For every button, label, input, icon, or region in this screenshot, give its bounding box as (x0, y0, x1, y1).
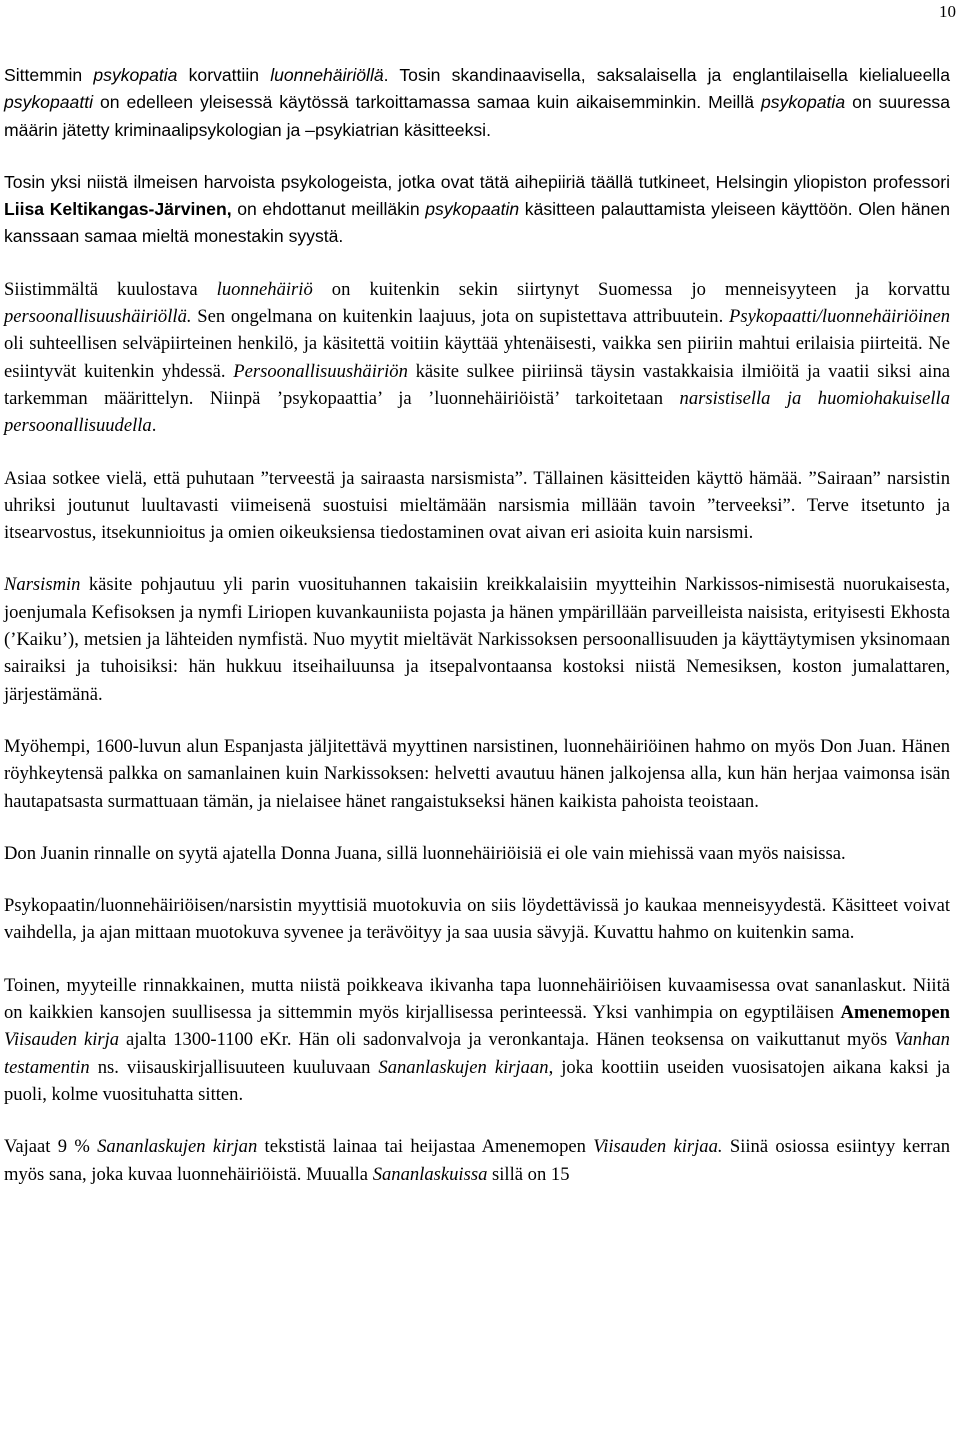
paragraph (4, 840, 950, 867)
text-segment: on edelleen yleisessä käytössä tarkoittamassa samaa kuin aikaisemminkin. Meillä (93, 92, 761, 113)
text-segment: korvattiin (177, 65, 271, 85)
text-segment: käsite pohjautuu yli parin vuosituhannen takaisiin kreikkalaisiin myytteihin Narkissos-nimisestä nuorukaisesta, joenjumala Kefisoksen ja nymfi Liriopen kuvankauniista pojasta ja hänen ympärillään parveilleista naisista, erityisesti Ekhosta (’Kaiku’), metsien ja lähteiden nymfistä. Nuo myytit mieltävät Narkissoksen persoonallisuuden ja käyttäytymisen yksinomaan sairaiksi ja tuhoisiksi: hän hukkuu itseihailuunsa ja itsepalvontaansa kostoksi niistä Nemesiksen, koston jumalattaren, järjestämänä. (4, 574, 950, 705)
italic-text: Sananlaskuissa (372, 1163, 488, 1185)
document-body (4, 62, 950, 1213)
italic-text: Sananlaskujen kirjan (97, 1136, 258, 1158)
text-segment: ajalta 1300-1100 eKr. Hän oli sadonvalvoja ja veronkantaja. Hänen teoksensa on vaikuttanut myös (119, 1029, 895, 1051)
italic-text: Sananlaskujen kirjaan (378, 1056, 549, 1078)
text-segment: Sittemmin (4, 65, 94, 85)
text-segment: on ehdottanut meilläkin (231, 199, 426, 220)
text-segment: tekstistä lainaa tai heijastaa Amenemopen (257, 1136, 594, 1158)
italic-text: Narsismin (4, 574, 81, 596)
text-segment: Siistimmältä kuulostava (4, 278, 217, 300)
text-segment: . (151, 415, 157, 437)
text-segment: oli suhteellisen selväpiirteinen henkilö, ja käsitettä voitiin käyttää yhtenäisesti, vaikka sen piiriin mahtui erilaisia piirteitä. Ne esiintyvät kuitenkin yhdessä. (4, 333, 950, 382)
text-segment: ns. viisauskirjallisuuteen kuuluvaan (89, 1056, 379, 1078)
italic-text: Vanhan testamentin (4, 1029, 950, 1078)
text-segment: Asiaa sotkee vielä, että puhutaan ”terveestä ja sairaasta narsismista”. Tällainen käsitteiden käyttö hämää. ”Sairaan” narsistin uhriksi joutunut luultavasti viimeisenä suostuisi mieltämään narsismia millään tavoin ”terveeksi”. Terve itsetunto ja itsearvostus, itsekunnioitus ja omien oikeuksiensa tiedostaminen ovat aivan eri asioita kuin narsismi. (4, 467, 950, 544)
italic-text: luonnehäiriö (216, 278, 313, 300)
text-segment: Myöhempi, 1600-luvun alun Espanjasta jäljitettävä myyttinen narsistinen, luonnehäiriöinen hahmo on myös Don Juan. Hänen röyhkeytensä palkka on samanlainen kuin Narkissoksen: helvetti avautuu hänen jalkojensa alla, kun hän herjaa vaimonsa isän hautapatsasta surmattuaan tämän, ja nielaisee hänet rangaistukseksi hänen kaikista pahoista teoistaan. (4, 735, 950, 812)
text-segment: . Tosin skandinaavisella, saksalaisella ja englantilaisella kielialueella (383, 65, 950, 85)
text-segment: Tosin yksi niistä ilmeisen harvoista psykologeista, jotka ovat tätä aihepiiriä täällä tutkineet, Helsingin yliopiston professori (4, 171, 950, 192)
text-segment: on suuressa määrin jätetty kriminaalipsykologian ja –psykiatrian käsitteeksi. (4, 92, 950, 140)
italic-text: psykopatia (93, 65, 178, 85)
paragraph (4, 62, 950, 144)
italic-text: Viisauden kirja (4, 1029, 120, 1051)
text-segment: käsitteen palauttamista yleiseen käyttöön. Olen hänen kanssaan samaa mieltä monestakin syystä. (4, 199, 950, 247)
text-segment: Toinen, myyteille rinnakkainen, mutta niistä poikkeava ikivanha tapa luonnehäiriöisen kuvaamisessa ovat sananlaskut. Niitä on kaikkien kansojen suullisessa ja sittemmin myös kirjallisessa perinteessä. Yksi vanhimpia on egyptiläisen (4, 974, 950, 1024)
bold-text: Amenemopen (840, 1002, 950, 1024)
italic-text: narsistisella ja huomiohakuisella persoonallisuudella (4, 387, 950, 437)
paragraph (4, 972, 950, 1108)
italic-text: Psykopaatti/luonnehäiriöinen (728, 306, 950, 328)
italic-text: Persoonallisuushäiriön (233, 360, 408, 382)
text-segment: käsite sulkee piiriinsä täysin vastakkaisia ilmiöitä ja vaatii siksi aina tarkemman määrittelyn. Niinpä ’psykopaattia’ ja ’luonnehäiriöistä’ tarkoitetaan (4, 360, 950, 409)
paragraph (4, 1133, 950, 1188)
text-segment: Vajaat 9 % (4, 1136, 98, 1158)
page-number: 10 (939, 2, 956, 21)
paragraph (4, 169, 950, 251)
text-segment: , joka koottiin useiden vuosisatojen aikana kaksi ja puoli, kolme vuosituhatta sitten. (4, 1056, 951, 1105)
bold-text: Liisa Keltikangas-Järvinen, (4, 199, 232, 220)
italic-text: psykopatia (761, 92, 846, 113)
paragraph (4, 892, 950, 947)
italic-text: psykopaatti (4, 92, 93, 113)
italic-text: luonnehäiriöllä (270, 65, 384, 85)
text-segment: Sen ongelmana on kuitenkin laajuus, jota on supistettava attribuutein. (191, 306, 729, 328)
paragraph (4, 571, 950, 707)
italic-text: Viisauden kirjaa. (593, 1136, 723, 1158)
paragraph (4, 733, 950, 815)
text-segment: Psykopaatin/luonnehäiriöisen/narsistin myyttisiä muotokuvia on siis löydettävissä jo kaukaa menneisyydestä. Käsitteet voivat vaihdella, ja ajan mittaan muotokuva syvenee ja terävöityy ja saa uusia sävyjä. Kuvattu hahmo on kuitenkin sama. (4, 895, 950, 944)
italic-text: psykopaatin (425, 199, 520, 220)
text-segment: Siinä osiossa esiintyy kerran myös sana, joka kuvaa luonnehäiriöistä. Muualla (4, 1136, 951, 1185)
text-segment: on kuitenkin sekin siirtynyt Suomessa jo menneisyyteen ja korvattu (312, 278, 950, 300)
italic-text: persoonallisuushäiriöllä. (4, 306, 192, 328)
paragraph (4, 276, 950, 440)
paragraph (4, 465, 950, 547)
text-segment: Don Juanin rinnalle on syytä ajatella Donna Juana, sillä luonnehäiriöisiä ei ole vain miehissä vaan myös naisissa. (4, 842, 846, 864)
text-segment: sillä on 15 (487, 1163, 570, 1185)
